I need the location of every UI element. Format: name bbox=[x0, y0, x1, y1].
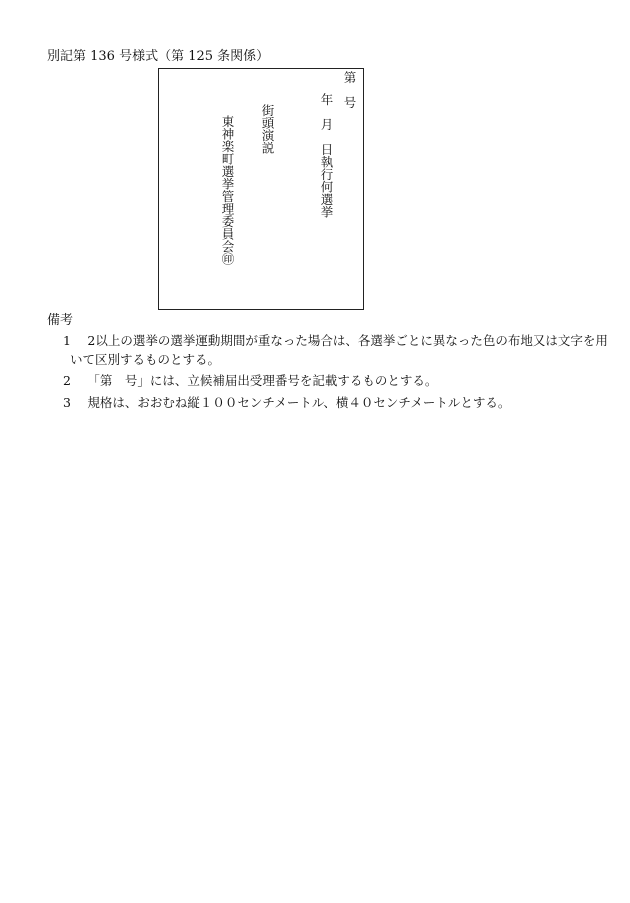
street-speech-label: 街頭演説 bbox=[260, 104, 275, 154]
note-2: 2 「第 号」には、立候補届出受理番号を記載するものとする。 bbox=[63, 373, 438, 388]
form-heading: 別記第 136 号様式（第 125 条関係） bbox=[47, 49, 270, 64]
election-committee-seal-line: 東神楽町選挙管理委員会㊞ bbox=[220, 115, 235, 265]
street-speech-sign-form bbox=[158, 68, 364, 310]
election-date-line: 年 月 日執行何選挙 bbox=[319, 93, 334, 218]
note-1-line-1: 1 2以上の選挙の選挙運動期間が重なった場合は、各選挙ごとに異なった色の布地又は文字を用 bbox=[63, 333, 608, 348]
note-1-line-2: いて区別するものとする。 bbox=[70, 352, 221, 367]
registration-number-line: 第 号 bbox=[342, 71, 357, 109]
notes-title: 備考 bbox=[47, 313, 74, 328]
note-3: 3 規格は、おおむね縦１００センチメートル、横４０センチメートルとする。 bbox=[63, 395, 511, 410]
